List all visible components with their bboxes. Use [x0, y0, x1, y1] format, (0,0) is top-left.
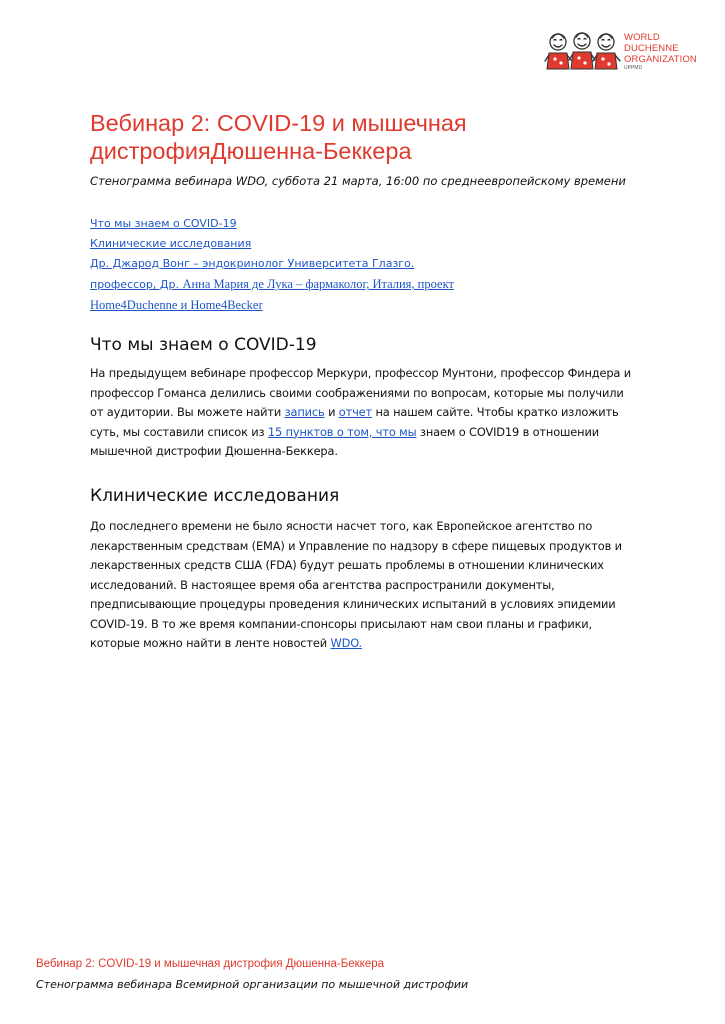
covid-text-1: На предыдущем вебинаре профессор Меркури, профессор Мунтони, профессор Финдера и профессор Гоманса делились своими соображениями по вопросам, которые мы получили от аудитории. Вы можете найти — [90, 366, 631, 419]
footer-subtitle: Стенограмма вебинара Всемирной организации по мышечной дистрофии — [36, 978, 469, 991]
logo-wordmark — [624, 32, 697, 72]
wdo-news-link[interactable]: WDO. — [330, 636, 363, 650]
section-body-trials — [90, 517, 635, 654]
logo-sub: UPPMD — [624, 65, 643, 71]
fifteen-points-link[interactable]: 15 пунктов о том, что мы — [267, 424, 417, 439]
report-link[interactable]: отчет — [338, 405, 373, 419]
table-of-contents — [90, 214, 590, 316]
toc-link-trials[interactable]: Клинические исследования — [90, 237, 252, 250]
toc-link-de-luca-part2: Анна Мария де Лука – фармаколог, Италия, проект — [182, 277, 454, 291]
footer-title: Вебинар 2: COVID-19 и мышечная дистрофия Дюшенна-Беккера — [36, 958, 385, 970]
toc-link-wong[interactable]: Др. Джарод Вонг – эндокринолог Университета Глазго. — [90, 257, 415, 270]
logo-line-duchenne: DUCHENNE — [624, 43, 679, 54]
section-heading-trials: Клинические исследования — [90, 486, 340, 506]
logo-line-organization: ORGANIZATION — [624, 54, 697, 65]
title-line-1: Вебинар 2: COVID-19 и мышечная — [90, 110, 467, 136]
toc-link-de-luca[interactable] — [90, 274, 590, 295]
wdo-logo — [544, 31, 704, 73]
section-heading-covid: Что мы знаем о COVID-19 — [90, 335, 317, 355]
document-title — [90, 109, 650, 165]
toc-link-covid[interactable]: Что мы знаем о COVID-19 — [90, 217, 237, 230]
covid-text-2: и — [324, 405, 339, 419]
children-logo-icon — [544, 31, 622, 73]
trials-text-1: До последнего времени не было ясности насчет того, как Европейское агентство по лекарственным средствам (EMA) и Управление по надзору в сфере пищевых продуктов и лекарственных средств США (FDA) будут решать проблемы в отношении клинических исследований. В настоящее время оба агентства распространили документы, предписывающие процедуры проведения клинических испытаний в условиях эпидемии COVID-19. В то же время компании-спонсоры присылают нам свои планы и графики, которые можно найти в ленте новостей — [90, 519, 622, 650]
covid-text-4: знаем о COVID19 в отношении мышечной дистрофии Дюшенна-Беккера. — [90, 424, 599, 458]
recording-link[interactable]: запись — [284, 405, 325, 419]
covid-text-3: на нашем сайте. Чтобы кратко изложить суть, мы составили список из — [90, 405, 619, 439]
title-line-2: дистрофияДюшенна-Беккера — [90, 138, 412, 164]
toc-link-de-luca-part1: профессор, Др. — [90, 278, 179, 291]
section-body-covid — [90, 364, 635, 462]
logo-line-world: WORLD — [624, 32, 660, 43]
toc-link-home4duchenne[interactable] — [90, 295, 590, 316]
toc-link-home4duchenne-text: Home4Duchenne и Home4Becker — [90, 298, 263, 312]
document-subtitle: Стенограмма вебинара WDO, суббота 21 марта, 16:00 по среднеевропейскому времени — [90, 174, 626, 188]
